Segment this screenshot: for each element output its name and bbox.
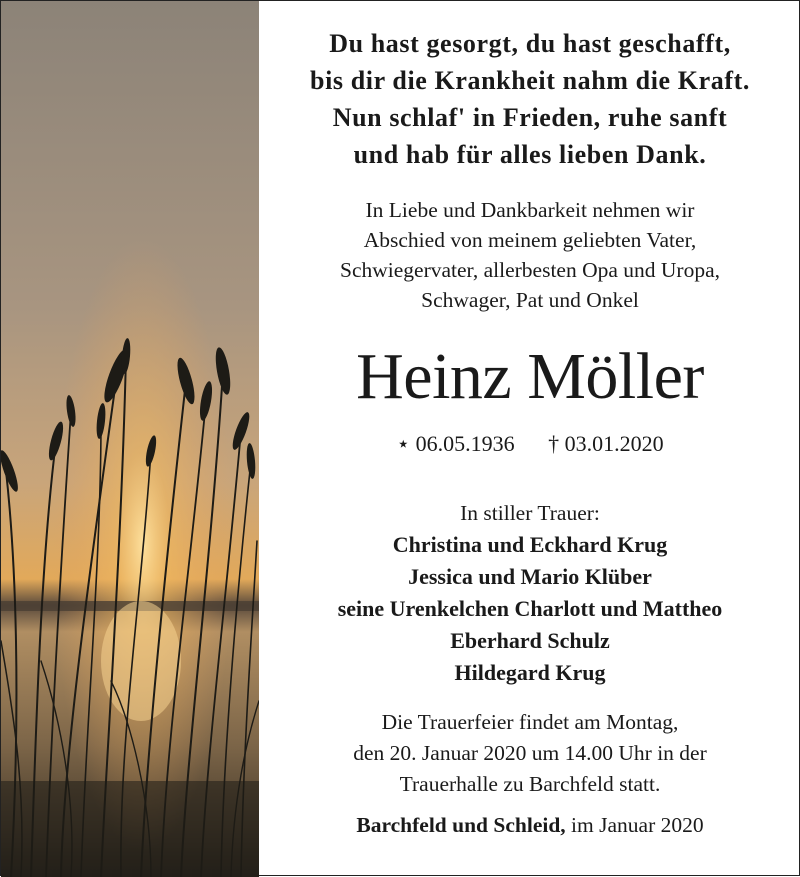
place-towns: Barchfeld und Schleid, — [356, 813, 566, 837]
funeral-service-info — [259, 707, 800, 800]
mourning-label: In stiller Trauer: — [460, 501, 600, 525]
place-and-date — [259, 810, 800, 840]
mourner-item: seine Urenkelchen Charlott und Mattheo — [337, 596, 723, 621]
service-line: den 20. Januar 2020 um 14.00 Uhr in der — [353, 741, 707, 765]
verse-line: Nun schlaf' in Frieden, ruhe sanft — [332, 103, 728, 132]
memorial-verse — [259, 25, 800, 173]
service-line: Trauerhalle zu Barchfeld statt. — [399, 772, 661, 796]
intro-line: Abschied von meinem geliebten Vater, — [363, 228, 697, 252]
birth-date-value: 06.05.1936 — [415, 431, 515, 456]
service-line: Die Trauerfeier findet am Montag, — [381, 710, 679, 734]
intro-line: Schwiegervater, allerbesten Opa und Uropa, — [339, 258, 721, 282]
mourner-item: Eberhard Schulz — [450, 628, 610, 653]
death-date — [548, 431, 664, 456]
verse-line: und hab für alles lieben Dank. — [353, 140, 707, 169]
farewell-intro — [259, 195, 800, 315]
mourner-item: Christina und Eckhard Krug — [392, 532, 668, 557]
mourners-list — [259, 529, 800, 689]
deceased-name: Heinz Möller — [356, 340, 704, 413]
notice-text — [259, 1, 800, 877]
mourner-item: Hildegard Krug — [454, 660, 606, 685]
intro-line: Schwager, Pat und Onkel — [421, 288, 639, 312]
verse-line: bis dir die Krankheit nahm die Kraft. — [310, 66, 750, 95]
sunset-reeds-photo — [1, 1, 259, 877]
mourner-item: Jessica und Mario Klüber — [408, 564, 652, 589]
birth-date — [396, 431, 514, 456]
verse-line: Du hast gesorgt, du hast geschafft, — [329, 29, 731, 58]
place-date: im Januar 2020 — [571, 813, 704, 837]
death-cross-icon: † — [548, 431, 560, 456]
life-dates — [259, 429, 800, 459]
intro-line: In Liebe und Dankbarkeit nehmen wir — [365, 198, 695, 222]
death-date-value: 03.01.2020 — [564, 431, 664, 456]
birth-star-icon: ⋆ — [396, 431, 411, 456]
